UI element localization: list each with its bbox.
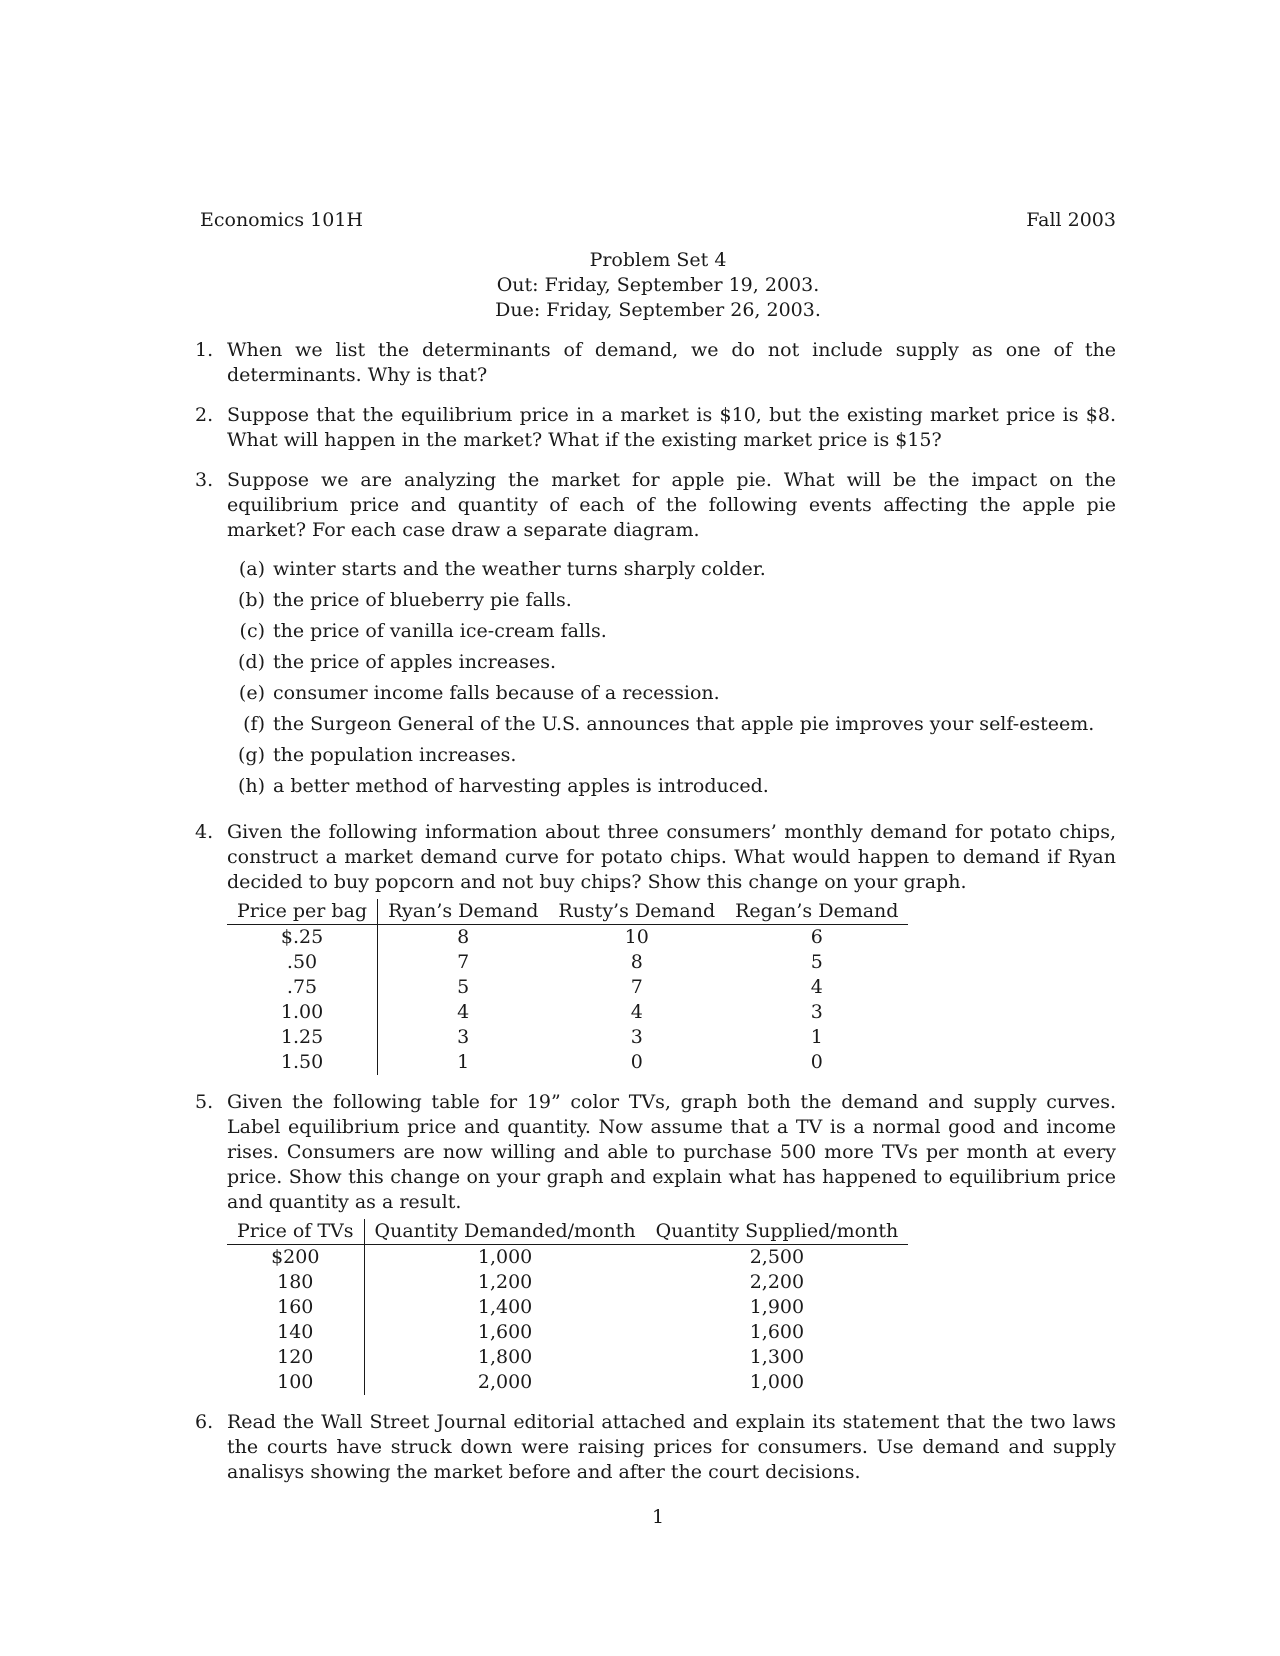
table-cell: 180	[227, 1270, 364, 1295]
subitem-letter: (f)	[243, 713, 265, 735]
column-header: Price per bag	[227, 899, 378, 925]
subitem-letter: (a)	[238, 558, 265, 580]
table-cell: 3	[630, 1026, 643, 1048]
subitem-letter: (h)	[237, 775, 265, 797]
due-date: Due: Friday, September 26, 2003.	[495, 299, 821, 321]
table-row	[227, 1370, 908, 1395]
table-cell: 2,000	[477, 1371, 533, 1393]
table-row	[227, 1050, 908, 1075]
table-cell: 3	[457, 1026, 470, 1048]
subitem-a	[227, 557, 1116, 588]
course-name: Economics 101H	[200, 209, 363, 231]
subitem-text: the population increases.	[273, 744, 517, 766]
table-cell: 1,200	[477, 1271, 533, 1293]
problem-number: 3.	[195, 469, 214, 491]
table-cell: 7	[630, 976, 643, 998]
table-cell: $.25	[227, 925, 378, 951]
table-cell: 2,500	[749, 1246, 805, 1268]
table-cell: 1,600	[749, 1321, 805, 1343]
table-cell: 100	[227, 1370, 364, 1395]
table-cell: 5	[810, 951, 823, 973]
page-number: 1	[651, 1506, 665, 1528]
table-cell: 0	[810, 1051, 823, 1073]
column-header: Quantity Demanded/month	[364, 1219, 646, 1245]
problem-text: Given the following table for 19” color TVs, graph both the demand and supply curves. Label equilibrium price and quantity. Now assume that a TV is a normal good and income rises. Consumers are now willing and able to purchase 500 more TVs per month at every price. Show this change on your graph and explain what has happened to equilibrium price and quantity as a result.	[227, 1091, 1116, 1213]
table-cell: 7	[457, 951, 470, 973]
table-cell: 140	[227, 1320, 364, 1345]
table-cell: 4	[810, 976, 823, 998]
subitem-b	[227, 588, 1116, 619]
problem-text: When we list the determinants of demand, we do not include supply as one of the determinants. Why is that?	[227, 339, 1116, 386]
table-cell: 120	[227, 1345, 364, 1370]
subitem-letter: (b)	[238, 589, 265, 611]
subitem-text: the price of vanilla ice-cream falls.	[273, 620, 607, 642]
problem-3	[195, 468, 1116, 805]
subitem-text: the Surgeon General of the U.S. announces that apple pie improves your self-esteem.	[273, 713, 1095, 735]
table-cell: 10	[624, 926, 649, 948]
table-cell: 1	[457, 1051, 470, 1073]
problem-number: 2.	[195, 404, 214, 426]
table-cell: 160	[227, 1295, 364, 1320]
problem-number: 4.	[195, 821, 214, 843]
table-cell: 1	[810, 1026, 823, 1048]
problem-text: Suppose we are analyzing the market for apple pie. What will be the impact on the equilibrium price and quantity of each of the following events affecting the apple pie market? For each case draw a separate diagram.	[227, 469, 1116, 541]
problem-text: Given the following information about three consumers’ monthly demand for potato chips, construct a market demand curve for potato chips. What would happen to demand if Ryan decided to buy popcorn and not buy chips? Show this change on your graph.	[227, 821, 1116, 893]
problem-1	[195, 338, 1116, 388]
subitem-letter: (e)	[238, 682, 265, 704]
title-block	[200, 248, 1116, 323]
subitem-text: the price of blueberry pie falls.	[273, 589, 572, 611]
column-header: Rusty’s Demand	[548, 899, 725, 925]
problem-number: 1.	[195, 339, 214, 361]
table-cell: 1,900	[749, 1296, 805, 1318]
table-cell: 1,000	[477, 1246, 533, 1268]
table-cell: 8	[457, 926, 470, 948]
problem-6	[195, 1410, 1116, 1485]
term-label: Fall 2003	[1026, 209, 1116, 231]
table-row	[227, 975, 908, 1000]
table-row	[227, 1345, 908, 1370]
table-row	[227, 1000, 908, 1025]
subitem-letter: (g)	[238, 744, 265, 766]
table-cell: 1,000	[749, 1371, 805, 1393]
subitem-e	[227, 681, 1116, 712]
table-cell: 0	[630, 1051, 643, 1073]
problem-number: 6.	[195, 1411, 214, 1433]
table-cell: 4	[630, 1001, 643, 1023]
table-row	[227, 950, 908, 975]
column-header: Regan’s Demand	[725, 899, 908, 925]
subitem-text: consumer income falls because of a recession.	[273, 682, 720, 704]
problem-2	[195, 403, 1116, 453]
subitem-list	[227, 557, 1116, 805]
table-cell: 4	[457, 1001, 470, 1023]
problem-text: Read the Wall Street Journal editorial attached and explain its statement that the two laws the courts have struck down were raising prices for consumers. Use demand and supply analisys showing the market before and after the court decisions.	[227, 1411, 1116, 1483]
subitem-text: a better method of harvesting apples is introduced.	[273, 775, 769, 797]
table-cell: 1,800	[477, 1346, 533, 1368]
problem-set-title: Problem Set 4	[589, 249, 727, 271]
table-row	[227, 1295, 908, 1320]
table-cell: .50	[227, 950, 378, 975]
column-header: Ryan’s Demand	[378, 899, 549, 925]
problem-4	[195, 820, 1116, 1075]
table-row	[227, 1025, 908, 1050]
table-cell: 8	[630, 951, 643, 973]
problem-text: Suppose that the equilibrium price in a market is $10, but the existing market price is $8. What will happen in the market? What if the existing market price is $15?	[227, 404, 1116, 451]
potato-chips-demand-table	[227, 899, 908, 1075]
column-header: Quantity Supplied/month	[646, 1219, 909, 1245]
table-header-row	[227, 1219, 908, 1245]
table-cell: 5	[457, 976, 470, 998]
problem-number: 5.	[195, 1091, 214, 1113]
subitem-letter: (c)	[239, 620, 265, 642]
subitem-g	[227, 743, 1116, 774]
table-row	[227, 1320, 908, 1345]
table-header-row	[227, 899, 908, 925]
subitem-letter: (d)	[238, 651, 265, 673]
column-header: Price of TVs	[227, 1219, 364, 1245]
table-row	[227, 925, 908, 951]
subitem-f	[227, 712, 1116, 743]
subitem-d	[227, 650, 1116, 681]
table-cell: 3	[810, 1001, 823, 1023]
table-row	[227, 1270, 908, 1295]
table-cell: 1,600	[477, 1321, 533, 1343]
problem-5	[195, 1090, 1116, 1395]
table-cell: 1.25	[227, 1025, 378, 1050]
table-cell: 1.50	[227, 1050, 378, 1075]
table-cell: $200	[227, 1245, 364, 1271]
page-header	[200, 208, 1116, 233]
table-cell: 1.00	[227, 1000, 378, 1025]
out-date: Out: Friday, September 19, 2003.	[496, 274, 820, 296]
problem-list	[195, 338, 1116, 1500]
table-cell: 2,200	[749, 1271, 805, 1293]
table-cell: .75	[227, 975, 378, 1000]
tv-supply-demand-table	[227, 1219, 908, 1395]
subitem-c	[227, 619, 1116, 650]
table-cell: 1,400	[477, 1296, 533, 1318]
table-cell: 6	[810, 926, 823, 948]
subitem-h	[227, 774, 1116, 805]
table-cell: 1,300	[749, 1346, 805, 1368]
subitem-text: the price of apples increases.	[273, 651, 557, 673]
table-row	[227, 1245, 908, 1271]
subitem-text: winter starts and the weather turns sharply colder.	[273, 558, 766, 580]
document-page	[195, 0, 1116, 1656]
